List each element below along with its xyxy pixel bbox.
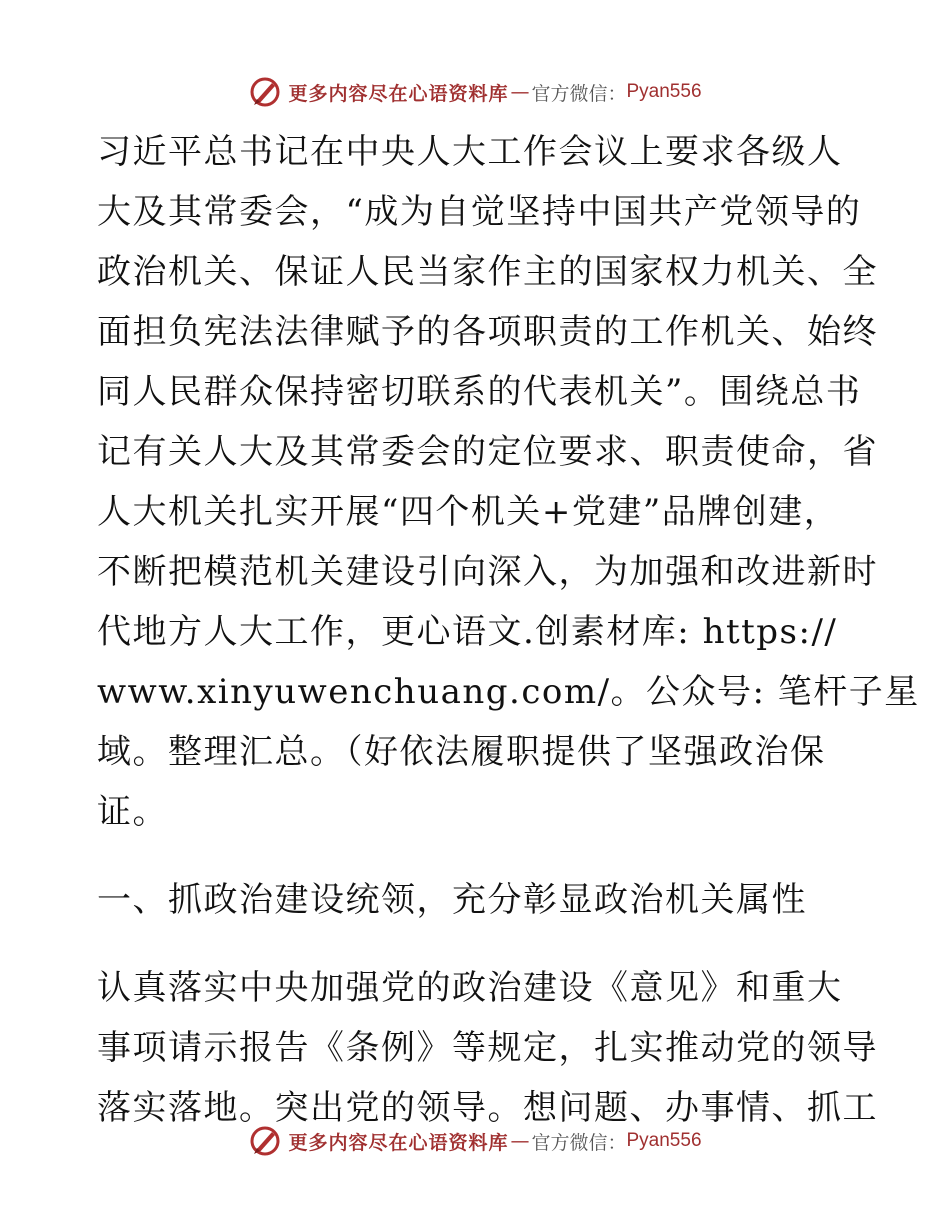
- text-line: 认真落实中央加强党的政治建设《意见》和重大: [97, 968, 843, 1008]
- banner-separator: —: [510, 1130, 530, 1152]
- pen-logo-icon: [248, 1124, 282, 1158]
- text-line: 习近平总书记在中央人大工作会议上要求各级人: [97, 132, 843, 172]
- text-line: 面担负宪法法律赋予的各项职责的工作机关、始终: [97, 312, 878, 352]
- text-line: 不断把模范机关建设引向深入，为加强和改进新时: [97, 552, 878, 592]
- banner-wechat-label: 官方微信：: [531, 82, 627, 105]
- banner-wechat-id: Pyan556: [626, 81, 702, 102]
- banner-separator: —: [510, 81, 530, 103]
- banner-wechat-id: Pyan556: [626, 1130, 702, 1151]
- banner-wechat-label: 官方微信：: [531, 1131, 627, 1154]
- text-line: 记有关人大及其常委会的定位要求、职责使命，省: [97, 432, 878, 472]
- banner-text: 更多内容尽在心语资料库: [288, 82, 509, 105]
- banner-text: 更多内容尽在心语资料库: [288, 1131, 509, 1154]
- document-body: [97, 122, 920, 1138]
- text-line: 事项请示报告《条例》等规定，扎实推动党的领导: [97, 1028, 878, 1068]
- text-line: www.xinyuwenchuang.com/。公众号: 笔杆子星: [97, 672, 920, 712]
- text-line: 同人民群众保持密切联系的代表机关”。围绕总书: [97, 372, 862, 412]
- text-line: 代地方人大工作，更心语文.创素材库: https://: [97, 612, 838, 652]
- text-line: 大及其常委会，“成为自觉坚持中国共产党领导的: [97, 192, 862, 232]
- text-line: 落实落地。突出党的领导。想问题、办事情、抓工: [97, 1088, 878, 1128]
- text-line: 人大机关扎实开展“四个机关+党建”品牌创建，: [97, 492, 840, 532]
- footer-banner: [0, 1121, 950, 1161]
- text-line: 域。整理汇总。（好依法履职提供了坚强政治保: [97, 732, 826, 772]
- section-heading: 一、抓政治建设统领，充分彰显政治机关属性: [97, 880, 807, 920]
- header-banner: [0, 72, 950, 112]
- text-line: 证。: [97, 792, 168, 832]
- pen-logo-icon: [248, 75, 282, 109]
- text-line: 政治机关、保证人民当家作主的国家权力机关、全: [97, 252, 878, 292]
